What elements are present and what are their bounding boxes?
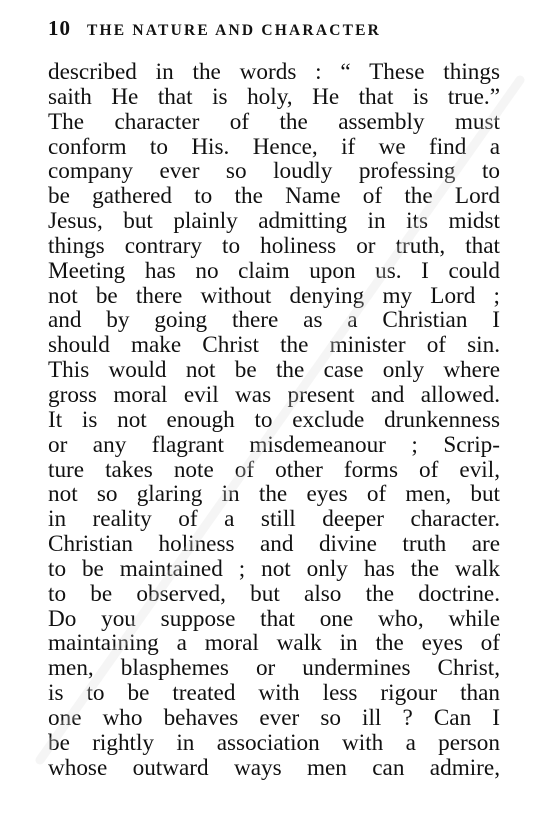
text-line: It is not enough to exclude drunkenness xyxy=(48,407,500,433)
text-line: Do you suppose that one who, while xyxy=(48,606,500,632)
text-line: company ever so loudly professing to xyxy=(48,159,500,185)
text-line: is to be treated with less rigour than xyxy=(48,681,500,706)
text-line: not so glaring in the eyes of men, but xyxy=(48,482,500,508)
text-line: This would not be the case only where xyxy=(48,358,500,383)
text-line: The character of the assembly must xyxy=(48,109,500,135)
text-line: things contrary to holiness or truth, that xyxy=(48,233,500,259)
body-text xyxy=(48,60,500,780)
text-line: be gathered to the Name of the Lord xyxy=(48,184,500,210)
text-line: men, blasphemes or undermines Christ, xyxy=(48,656,500,682)
text-line: should make Christ the minister of sin. xyxy=(48,333,500,359)
text-line: maintaining a moral walk in the eyes of xyxy=(48,631,500,657)
text-line: or any flagrant misdemeanour ; Scrip- xyxy=(48,432,500,458)
text-line: gross moral evil was present and allowed. xyxy=(48,382,500,408)
text-line: one who behaves ever so ill ? Can I xyxy=(48,705,500,731)
text-line: Jesus, but plainly admitting in its midst xyxy=(48,209,500,234)
text-line: Meeting has no claim upon us. I could xyxy=(48,258,500,284)
page-number: 10 xyxy=(48,16,71,40)
text-line: whose outward ways men can admire, xyxy=(48,755,500,781)
text-line: described in the words : “ These things xyxy=(48,60,500,85)
text-line: be rightly in association with a person xyxy=(48,730,500,756)
text-line: not be there without denying my Lord ; xyxy=(48,283,500,309)
text-line: conform to His. Hence, if we find a xyxy=(48,134,500,160)
text-line: saith He that is holy, He that is true.” xyxy=(48,84,500,110)
text-line: and by going there as a Christian I xyxy=(48,308,500,334)
text-line: to be observed, but also the doctrine. xyxy=(48,581,500,607)
running-title: THE NATURE AND CHARACTER xyxy=(87,22,382,39)
running-head xyxy=(48,16,518,42)
text-line: ture takes note of other forms of evil, xyxy=(48,457,500,483)
text-line: in reality of a still deeper character. xyxy=(48,507,500,533)
text-line: Christian holiness and divine truth are xyxy=(48,532,500,557)
text-line: to be maintained ; not only has the walk xyxy=(48,556,500,582)
